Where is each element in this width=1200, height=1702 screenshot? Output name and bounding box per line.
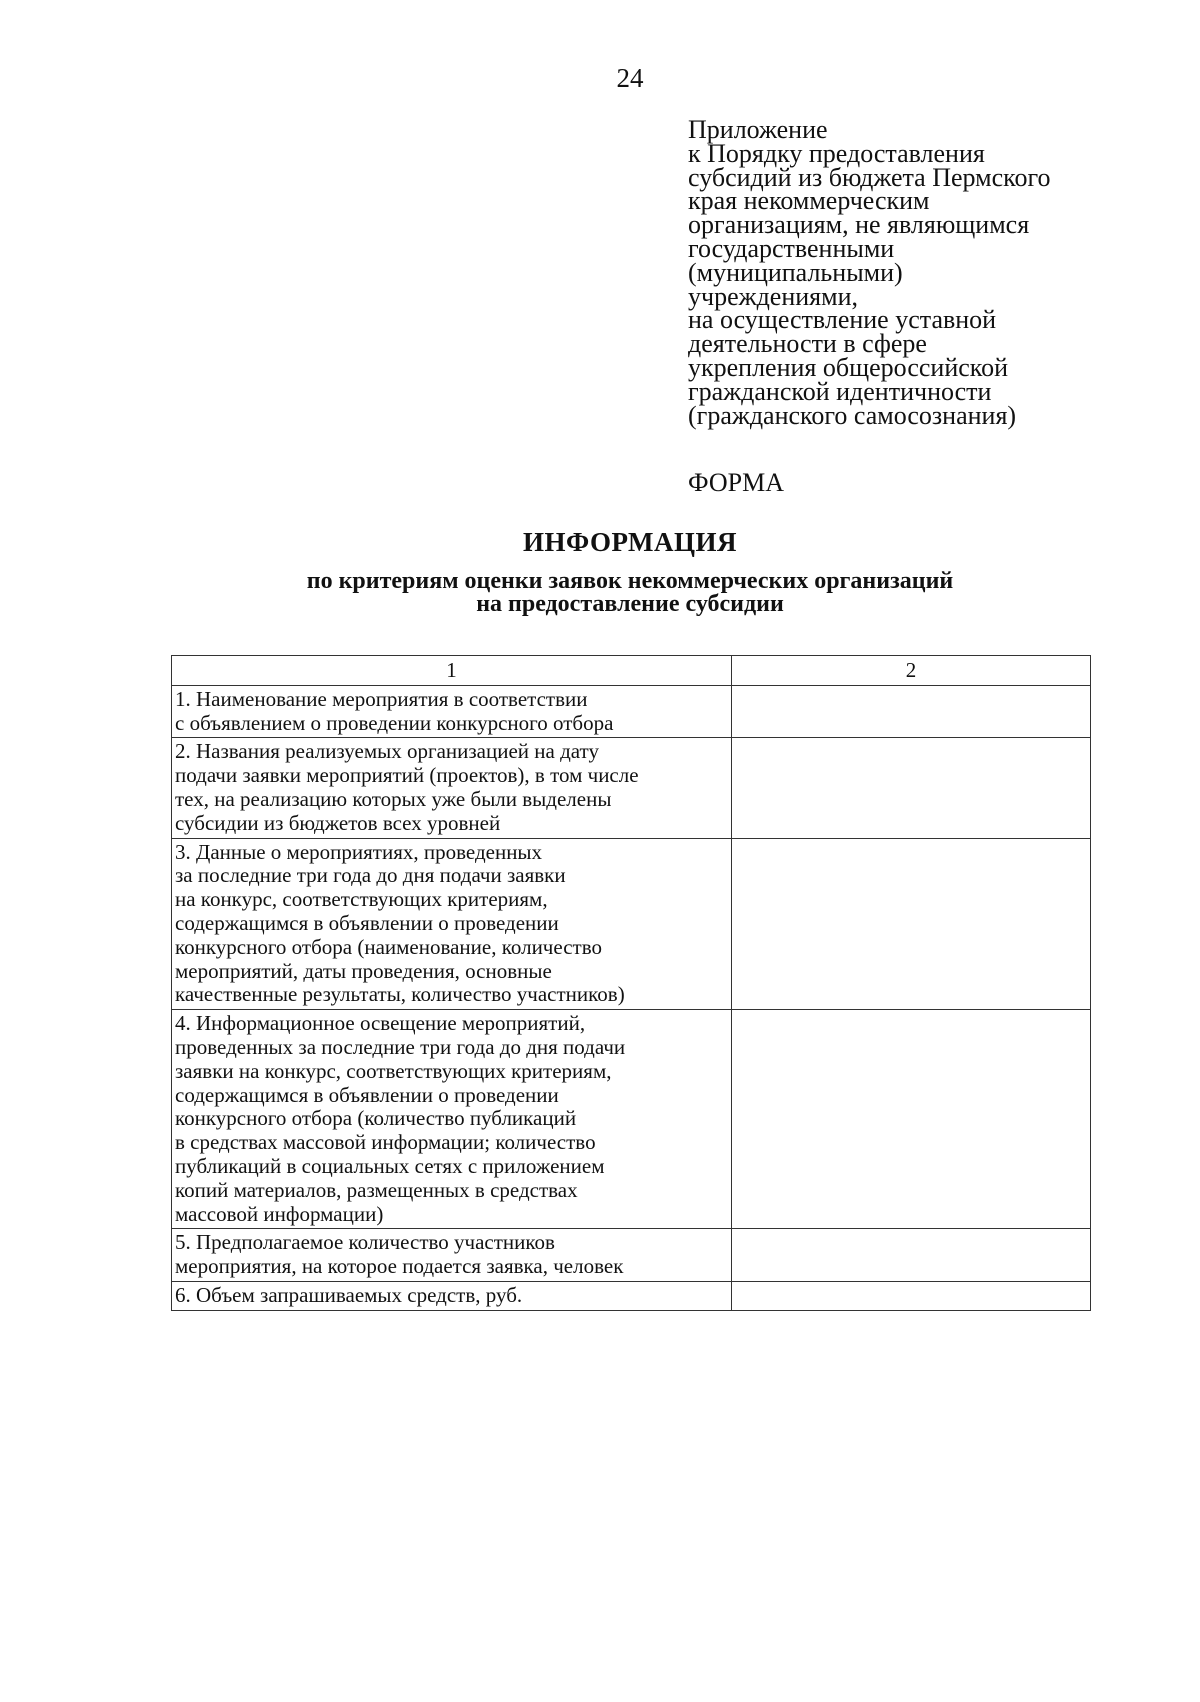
criterion-cell <box>172 685 732 738</box>
appendix-line: (гражданского самосознания) <box>688 400 1017 430</box>
appendix-line: к Порядку предоставления <box>688 138 985 168</box>
appendix-line: государственными <box>688 233 895 263</box>
form-label: ФОРМА <box>688 468 784 497</box>
table-row <box>172 738 1091 838</box>
value-cell[interactable] <box>732 1010 1091 1229</box>
criterion-text: подачи заявки мероприятий (проектов), в том числе <box>175 763 639 788</box>
appendix-line: деятельности в сфере <box>688 329 927 359</box>
appendix-line: края некоммерческим <box>688 186 930 216</box>
criterion-text: на конкурс, соответствующих критериям, <box>175 887 548 912</box>
value-cell[interactable] <box>732 1229 1091 1282</box>
criterion-text: 5. Предполагаемое количество участников <box>175 1230 555 1255</box>
criterion-text: мероприятия, на которое подается заявка, человек <box>175 1254 624 1279</box>
criterion-text: 6. Объем запрашиваемых средств, руб. <box>175 1282 523 1307</box>
criterion-cell <box>172 1281 732 1310</box>
appendix-line: укрепления общероссийской <box>688 352 1008 382</box>
value-cell[interactable] <box>732 738 1091 838</box>
subtitle-line: на предоставление субсидии <box>476 591 784 617</box>
criterion-text: качественные результаты, количество участников) <box>175 982 625 1007</box>
criterion-text: заявки на конкурс, соответствующих критериям, <box>175 1058 612 1083</box>
appendix-line: организациям, не являющимся <box>688 210 1030 240</box>
criterion-text: тех, на реализацию которых уже были выделены <box>175 786 612 811</box>
appendix-line: субсидий из бюджета Пермского <box>688 162 1051 192</box>
value-cell[interactable] <box>732 685 1091 738</box>
criterion-text: мероприятий, даты проведения, основные <box>175 958 552 983</box>
appendix-line: (муниципальными) <box>688 257 903 287</box>
criterion-cell <box>172 738 732 838</box>
table-header-row <box>172 656 1091 686</box>
document-subtitle <box>0 570 1200 616</box>
criterion-cell <box>172 1010 732 1229</box>
page-number: 24 <box>616 63 644 93</box>
document-title: ИНФОРМАЦИЯ <box>523 527 737 557</box>
criterion-text: массовой информации) <box>175 1201 384 1226</box>
appendix-line: на осуществление уставной <box>688 305 997 335</box>
criteria-table <box>171 655 1091 1311</box>
criterion-text: содержащимся в объявлении о проведении <box>175 910 559 935</box>
column-header-value: 2 <box>732 656 1091 686</box>
table-row <box>172 1281 1091 1310</box>
table-row <box>172 838 1091 1010</box>
criterion-text: с объявлением о проведении конкурсного отбора <box>175 710 614 735</box>
criterion-text: конкурсного отбора (наименование, количество <box>175 934 602 959</box>
criterion-text: проведенных за последние три года до дня подачи <box>175 1034 626 1059</box>
criterion-text: за последние три года до дня подачи заявки <box>175 863 566 888</box>
table-row <box>172 1010 1091 1229</box>
criterion-text: публикаций в социальных сетях с приложением <box>175 1153 605 1178</box>
appendix-line: учреждениями, <box>688 281 859 311</box>
table-row <box>172 685 1091 738</box>
appendix-line: гражданской идентичности <box>688 376 992 406</box>
criterion-text: субсидии из бюджетов всех уровней <box>175 810 501 835</box>
criterion-text: копий материалов, размещенных в средствах <box>175 1177 578 1202</box>
criterion-text: 3. Данные о мероприятиях, проведенных <box>175 839 543 864</box>
appendix-header <box>688 115 1138 430</box>
subtitle-line: по критериям оценки заявок некоммерческих организаций <box>306 568 954 594</box>
criterion-text: в средствах массовой информации; количество <box>175 1130 596 1155</box>
appendix-line: Приложение <box>688 115 828 144</box>
table-row <box>172 1229 1091 1282</box>
value-cell[interactable] <box>732 1281 1091 1310</box>
criterion-cell <box>172 1229 732 1282</box>
criterion-text: 4. Информационное освещение мероприятий, <box>175 1011 586 1036</box>
criterion-text: содержащимся в объявлении о проведении <box>175 1082 559 1107</box>
value-cell[interactable] <box>732 838 1091 1010</box>
criterion-text: конкурсного отбора (количество публикаций <box>175 1106 577 1131</box>
criterion-text: 1. Наименование мероприятия в соответствии <box>175 686 588 711</box>
criterion-text: 2. Названия реализуемых организацией на дату <box>175 739 599 764</box>
column-header-criteria: 1 <box>172 656 732 686</box>
criterion-cell <box>172 838 732 1010</box>
